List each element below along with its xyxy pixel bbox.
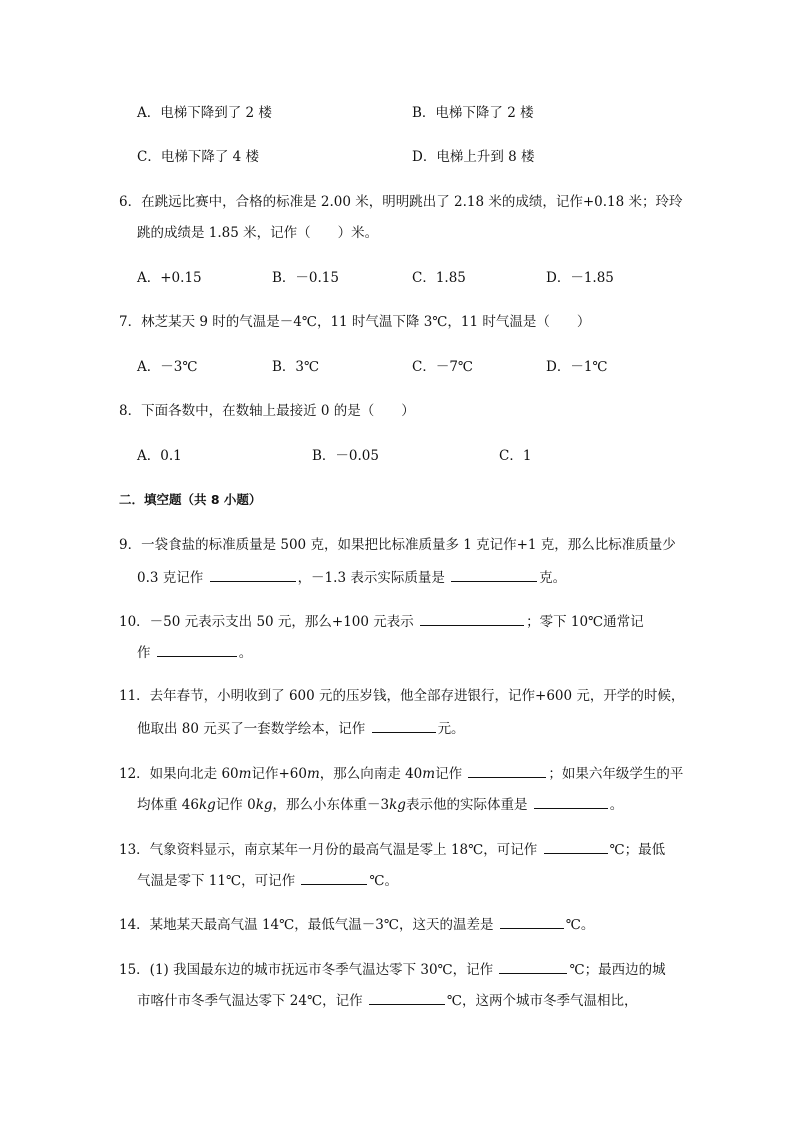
- q12-text-g: 记作 0: [215, 797, 256, 813]
- q10-text-c: 作: [137, 645, 151, 661]
- q12-stem-line2: [137, 794, 623, 814]
- q12-text-j: 。: [609, 797, 624, 813]
- q14-answer-blank[interactable]: [500, 914, 564, 929]
- q14-text-b: ℃。: [565, 917, 595, 933]
- q13-text-d: ℃。: [369, 873, 398, 889]
- q12-text-i: 表示他的实际体重是: [405, 797, 528, 813]
- q10-text-a: 10．－50 元表示支出 50 元，那么+100 元表示: [119, 614, 414, 630]
- q7-option-a: A．－3℃: [137, 359, 198, 375]
- q15-text-b: ℃；最西边的城: [569, 962, 666, 978]
- q7-option-d: D．－1℃: [546, 359, 608, 375]
- q9-text-b: ，－1.3 表示实际质量是: [297, 570, 445, 586]
- q13-text-a: 13．气象资料显示，南京某年一月份的最高气温是零上 18℃，可记作: [119, 842, 538, 858]
- q12-unit-m1: m: [238, 766, 252, 782]
- q5-option-d: D．电梯上升到 8 楼: [412, 149, 535, 165]
- q9-stem-line2: [137, 567, 566, 587]
- q14-stem: [119, 914, 594, 934]
- q15-text-a: 15．(1) 我国最东边的城市抚远市冬季气温达零下 30℃，记作: [119, 962, 494, 978]
- q11-text-b: 元。: [437, 721, 465, 737]
- q12-unit-kg2: kg: [255, 797, 273, 813]
- q6-option-d: D．－1.85: [546, 270, 614, 286]
- q9-stem-line1: 9．一袋食盐的标准质量是 500 克，如果把比标准质量多 1 克记作+1 克，那么比标准质量少: [119, 537, 676, 553]
- q8-option-c: C．1: [499, 448, 532, 464]
- q6-option-b: B．－0.15: [272, 270, 339, 286]
- q6-option-a: A．+0.15: [137, 270, 202, 286]
- q6-stem-line1: 6．在跳远比赛中，合格的标准是 2.00 米，明明跳出了 2.18 米的成绩，记作+0.18 米；玲玲: [119, 194, 683, 210]
- q5-option-a: A．电梯下降到了 2 楼: [137, 105, 272, 121]
- q10-answer-blank-2[interactable]: [157, 642, 237, 657]
- q13-answer-blank-1[interactable]: [544, 839, 608, 854]
- q9-text-a: 0.3 克记作: [137, 570, 204, 586]
- q15-stem-line2: [137, 990, 637, 1010]
- q8-stem: 8．下面各数中，在数轴上最接近 0 的是（ ）: [119, 403, 415, 419]
- q5-option-c: C．电梯下降了 4 楼: [137, 149, 260, 165]
- q5-option-b: B．电梯下降了 2 楼: [412, 105, 534, 121]
- q12-text-a: 12．如果向北走 60: [119, 766, 239, 782]
- q12-text-e: ；如果六年级学生的平: [548, 766, 684, 782]
- q12-unit-kg3: kg: [389, 797, 406, 813]
- q7-stem: 7．林芝某天 9 时的气温是－4℃，11 时气温下降 3℃，11 时气温是（ ）: [119, 314, 591, 330]
- q12-text-d: 记作: [435, 766, 463, 782]
- q13-text-c: 气温是零下 11℃，可记作: [137, 873, 296, 889]
- q12-text-f: 均体重 46: [137, 797, 199, 813]
- q12-stem-line1: [119, 763, 683, 783]
- q15-stem-line1: [119, 959, 666, 979]
- q10-text-d: 。: [238, 645, 253, 661]
- q11-answer-blank[interactable]: [372, 718, 436, 733]
- q8-option-a: A．0.1: [137, 448, 182, 464]
- q13-stem-line2: [137, 870, 398, 890]
- q13-text-b: ℃；最低: [609, 842, 666, 858]
- q12-text-b: 记作+60: [251, 766, 307, 782]
- q12-text-c: ，那么向南走 40: [319, 766, 423, 782]
- q12-unit-m2: m: [306, 766, 320, 782]
- q15-answer-blank-1[interactable]: [499, 959, 567, 974]
- q8-option-b: B．－0.05: [312, 448, 379, 464]
- q10-stem-line1: [119, 611, 644, 631]
- q11-text-a: 他取出 80 元买了一套数学绘本，记作: [137, 721, 366, 737]
- q11-stem-line1: 11．去年春节，小明收到了 600 元的压岁钱，他全部存进银行，记作+600 元，开学的时候，: [119, 688, 685, 704]
- q15-text-c: 市喀什市冬季气温达零下 24℃，记作: [137, 993, 363, 1009]
- q7-option-c: C．－7℃: [412, 359, 474, 375]
- q9-answer-blank-2[interactable]: [451, 567, 537, 582]
- q12-unit-kg1: kg: [198, 797, 216, 813]
- q10-answer-blank-1[interactable]: [420, 611, 524, 626]
- q10-text-b: ；零下 10℃通常记: [526, 614, 644, 630]
- section-title-fill-blank: 二．填空题（共 8 小题）: [119, 492, 262, 507]
- q9-answer-blank-1[interactable]: [210, 567, 296, 582]
- q12-answer-blank-1[interactable]: [468, 763, 546, 778]
- q15-text-d: ℃，这两个城市冬季气温相比，: [446, 993, 638, 1009]
- q13-answer-blank-2[interactable]: [301, 870, 367, 885]
- q12-text-h: ，那么小东体重－3: [272, 797, 390, 813]
- q6-stem-line2: 跳的成绩是 1.85 米，记作（ ）米。: [137, 225, 379, 241]
- q15-answer-blank-2[interactable]: [369, 990, 445, 1005]
- q7-option-b: B．3℃: [272, 359, 320, 375]
- q10-stem-line2: [137, 642, 252, 662]
- q13-stem-line1: [119, 839, 665, 859]
- q6-option-c: C．1.85: [412, 270, 466, 286]
- q11-stem-line2: [137, 718, 465, 738]
- q12-answer-blank-2[interactable]: [534, 794, 608, 809]
- q12-unit-m3: m: [422, 766, 436, 782]
- q9-text-c: 克。: [539, 570, 567, 586]
- q14-text-a: 14．某地某天最高气温 14℃，最低气温－3℃，这天的温差是: [119, 917, 494, 933]
